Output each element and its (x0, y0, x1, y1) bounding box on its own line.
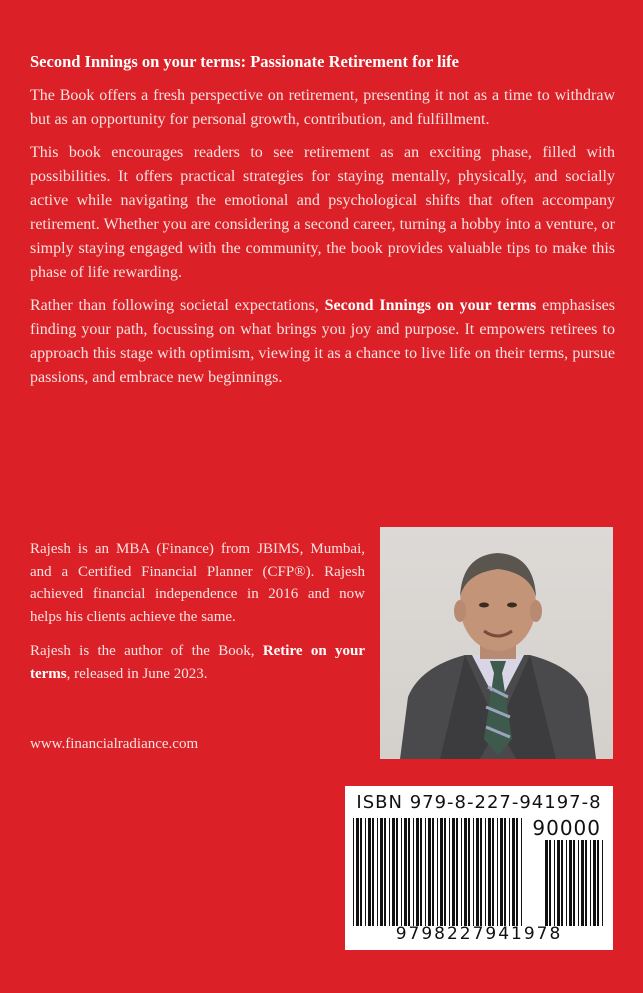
barcode-bar (554, 840, 555, 926)
barcode-bar (440, 818, 443, 926)
barcode-bar (557, 840, 560, 926)
barcode-bar (602, 840, 603, 926)
barcode-bar (416, 818, 419, 926)
addon-barcode-bars (545, 840, 607, 926)
barcode-bar (492, 818, 494, 926)
author-bio (30, 538, 365, 697)
website-link[interactable]: www.financialradiance.com (30, 736, 199, 752)
bio-p2-end: , released in June 2023. (66, 665, 208, 682)
book-blurb (30, 84, 615, 399)
barcode-bar (569, 840, 572, 926)
bio-paragraph-2 (30, 640, 365, 685)
author-portrait-illustration (380, 527, 613, 759)
blurb-book-title: Second Innings on your terms (324, 297, 537, 314)
blurb-paragraph-2: This book encourages readers to see retirement as an exciting phase, filled with possibilities. It offers practical strategies for staying mentally, physically, and socially active while navigating the emotional and psychological shifts that often accompany retirement. Whether you are considering a second career, turning a hobby into a venture, or simply staying engaged with the community, the book provides valuable tips to make this phase of life rewarding. (30, 144, 615, 281)
barcode-bar (597, 840, 599, 926)
ean-barcode-bars (353, 818, 523, 926)
book-heading: Second Innings on your terms: Passionate Retirement for life (30, 52, 459, 71)
barcode-bar (360, 818, 362, 926)
barcode-bar (380, 818, 383, 926)
barcode-bar (566, 840, 567, 926)
bio-paragraph-1: Rajesh is an MBA (Finance) from JBIMS, Mumbai, and a Certified Financial Planner (CFP®). Rajesh achieved financial independence in 2016 and now helps his clients achieve the same. (30, 541, 365, 625)
bio-p2-start: Rajesh is the author of the Book, (30, 643, 263, 659)
barcode-bar (401, 818, 402, 926)
barcode-bar (384, 818, 386, 926)
barcode-bar (500, 818, 503, 926)
barcode-bar (413, 818, 414, 926)
barcode-bar (420, 818, 422, 926)
barcode-bar (480, 818, 482, 926)
ean-digits: 9798227941978 (395, 924, 563, 944)
barcode-bar (578, 840, 579, 926)
barcode-bar (449, 818, 450, 926)
barcode-bar (468, 818, 470, 926)
barcode-bar (404, 818, 407, 926)
barcode-bar (365, 818, 366, 926)
price-code: 90000 (532, 816, 601, 840)
isbn-label: ISBN 979-8-227-94197-8 (356, 792, 602, 813)
barcode-bar (512, 818, 515, 926)
barcode-bar (425, 818, 426, 926)
barcode-bar (444, 818, 446, 926)
blurb-p3-end: emphasises finding your path, focussing on what brings you joy and purpose. It empowers retirees to approach this stage with optimism, viewing it as a chance to live life on their terms, pursue passions, and embrace new beginnings. (30, 297, 616, 386)
author-photo (380, 527, 613, 759)
barcode-bar (389, 818, 390, 926)
barcode-bar (561, 840, 563, 926)
barcode-bar (377, 818, 378, 926)
barcode-bar (488, 818, 491, 926)
barcode-bar (461, 818, 462, 926)
barcode-bar (437, 818, 438, 926)
previous-book-title: Retire on your terms (30, 643, 365, 682)
barcode-bar (585, 840, 587, 926)
barcode-bar (509, 818, 510, 926)
blurb-p3-start: Rather than following societal expectations, (30, 297, 325, 314)
barcode-bar (432, 818, 434, 926)
barcode-bar (545, 840, 548, 926)
barcode-bar (356, 818, 359, 926)
barcode-bar (516, 818, 518, 926)
barcode-bar (372, 818, 374, 926)
barcode-bar (549, 840, 551, 926)
barcode-bar (473, 818, 474, 926)
barcode-bar (593, 840, 596, 926)
barcode-bar (408, 818, 410, 926)
barcode-bar (428, 818, 431, 926)
barcode-bar (464, 818, 467, 926)
barcode-bar (456, 818, 458, 926)
barcode-bar (353, 818, 354, 926)
barcode-bar (368, 818, 371, 926)
barcode-bar (392, 818, 395, 926)
barcode-bar (485, 818, 486, 926)
blurb-paragraph-3 (30, 294, 615, 390)
isbn-barcode (345, 786, 613, 950)
barcode-bar (590, 840, 591, 926)
barcode-bar (452, 818, 455, 926)
barcode-bar (476, 818, 479, 926)
blurb-paragraph-1: The Book offers a fresh perspective on retirement, presenting it not as a time to withdraw but as an opportunity for personal growth, contribution, and fulfillment. (30, 87, 615, 128)
barcode-bar (396, 818, 398, 926)
barcode-bar (497, 818, 498, 926)
barcode-bar (573, 840, 575, 926)
barcode-bar (504, 818, 506, 926)
barcode-bar (581, 840, 584, 926)
barcode-bar (521, 818, 522, 926)
